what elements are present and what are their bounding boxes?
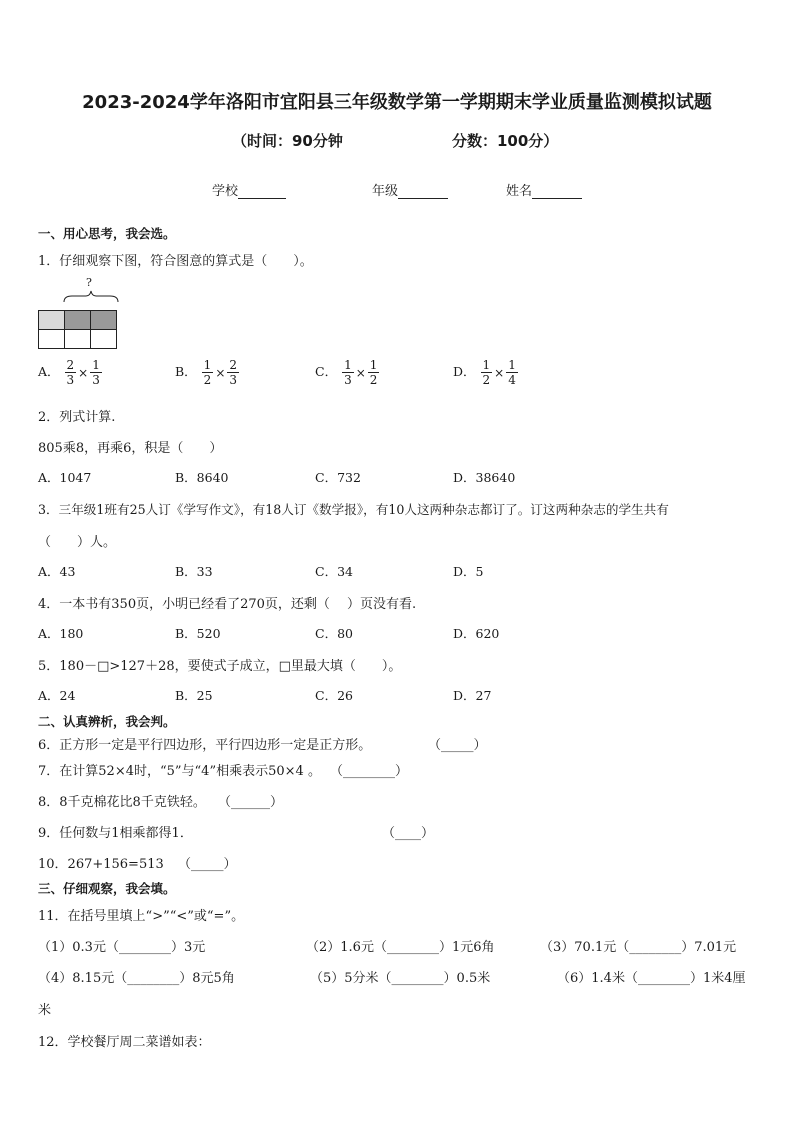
school-label: 学校 xyxy=(212,184,239,199)
brace-label: ? xyxy=(86,276,92,289)
judge-item-9: 9．任何数与1相乘都得1． xyxy=(38,826,193,841)
grade-blank[interactable] xyxy=(398,184,448,199)
judge-answer-7[interactable]: （________） xyxy=(330,764,409,779)
grade-label: 年级 xyxy=(372,184,399,199)
q1-option-c[interactable]: C． $\frac{1}{3}$ × $\frac{1}{2}$ xyxy=(315,358,378,387)
judge-answer-6[interactable]: （_____） xyxy=(428,738,487,753)
q5-option-d[interactable]: D．27 xyxy=(453,688,492,703)
fraction: $\frac{1}{4}$ xyxy=(508,358,516,387)
school-blank[interactable] xyxy=(238,184,286,199)
fraction: $\frac{1}{2}$ xyxy=(482,358,491,387)
question-11-text: 11．在括号里填上“>”“<”或“=”。 xyxy=(38,909,245,924)
name-field[interactable] xyxy=(506,180,582,199)
q4-option-b[interactable]: B．520 xyxy=(175,626,221,641)
judge-item-8: 8．8千克棉花比8千克铁轻。 xyxy=(38,795,206,810)
q1-option-d[interactable]: D． $\frac{1}{2}$ × $\frac{1}{4}$ xyxy=(453,358,516,387)
question-3-text: 3．三年级1班有25人订《学写作文》，有18人订《数学报》，有10人这两种杂志都订了。订这两种杂志的学生共有 xyxy=(38,502,669,517)
question-2-sub: 805乘8，再乘6，积是（ ） xyxy=(38,441,223,456)
q5-option-a[interactable]: A．24 xyxy=(38,688,76,703)
diagram-cell xyxy=(91,311,117,330)
q3-option-c[interactable]: C．34 xyxy=(315,564,353,579)
q11-item-2[interactable]: （2）1.6元（________）1元6角 xyxy=(306,940,495,955)
fraction: $\frac{1}{2}$ xyxy=(369,358,378,387)
fraction-diagram xyxy=(38,310,117,349)
q11-item-6[interactable]: （6）1.4米（________）1米4厘 xyxy=(557,971,746,986)
page-title: 2023-2024学年洛阳市宜阳县三年级数学第一学期期末学业质量监测模拟试题 xyxy=(82,92,712,113)
q3-option-a[interactable]: A．43 xyxy=(38,564,76,579)
grade-field[interactable] xyxy=(372,180,448,199)
name-label: 姓名 xyxy=(506,184,533,199)
section-3-heading: 三、仔细观察，我会填。 xyxy=(38,881,176,896)
fraction: $\frac{2}{3}$ xyxy=(229,358,238,387)
question-5-text: 5．180－□>127＋28，要使式子成立，□里最大填（ ）。 xyxy=(38,659,402,674)
q4-option-a[interactable]: A．180 xyxy=(38,626,84,641)
diagram-cell xyxy=(65,330,91,349)
q2-option-c[interactable]: C．732 xyxy=(315,470,361,485)
question-12-text: 12．学校餐厅周二菜谱如表： xyxy=(38,1035,211,1050)
q2-option-d[interactable]: D．38640 xyxy=(453,470,516,485)
judge-item-6: 6．正方形一定是平行四边形，平行四边形一定是正方形。 xyxy=(38,738,372,753)
school-field[interactable] xyxy=(212,180,286,199)
q3-option-b[interactable]: B．33 xyxy=(175,564,213,579)
diagram-cell xyxy=(39,330,65,349)
exam-score: 分数：100分） xyxy=(452,132,559,150)
judge-item-7: 7．在计算52×4时，“5”与“4”相乘表示50×4 。 xyxy=(38,764,321,779)
q1-option-b[interactable]: B． $\frac{1}{2}$ × $\frac{2}{3}$ xyxy=(175,358,238,387)
q11-item-6-wrap: 米 xyxy=(38,1003,52,1018)
q11-item-4[interactable]: （4）8.15元（________）8元5角 xyxy=(38,971,235,986)
question-2-text: 2．列式计算. xyxy=(38,410,116,425)
q2-option-b[interactable]: B．8640 xyxy=(175,470,229,485)
fraction: $\frac{2}{3}$ xyxy=(66,358,75,387)
judge-answer-9[interactable]: （____） xyxy=(382,826,435,841)
fraction: $\frac{1}{3}$ xyxy=(92,358,100,387)
judge-item-10: 10．267+156=513 xyxy=(38,857,164,872)
q11-item-3[interactable]: （3）70.1元（________）7.01元 xyxy=(540,940,737,955)
q1-option-a[interactable]: A． $\frac{2}{3}$ × $\frac{1}{3}$ xyxy=(38,358,100,387)
brace-icon xyxy=(60,290,122,304)
q5-option-c[interactable]: C．26 xyxy=(315,688,353,703)
section-1-heading: 一、用心思考，我会选。 xyxy=(38,226,176,241)
fraction: $\frac{1}{3}$ xyxy=(344,358,352,387)
question-1-text: 1．仔细观察下图，符合图意的算式是（ ）。 xyxy=(38,254,313,269)
question-3-text-cont: （ ）人。 xyxy=(38,535,117,550)
q11-item-5[interactable]: （5）5分米（________）0.5米 xyxy=(310,971,491,986)
judge-answer-8[interactable]: （______） xyxy=(218,795,284,810)
diagram-cell xyxy=(91,330,117,349)
q5-option-b[interactable]: B．25 xyxy=(175,688,213,703)
question-4-text: 4．一本书有350页，小明已经看了270页，还剩（ ）页没有看. xyxy=(38,597,417,612)
q3-option-d[interactable]: D．5 xyxy=(453,564,484,579)
fraction: $\frac{1}{2}$ xyxy=(203,358,212,387)
diagram-cell xyxy=(39,311,65,330)
section-2-heading: 二、认真辨析，我会判。 xyxy=(38,714,176,729)
q4-option-d[interactable]: D．620 xyxy=(453,626,500,641)
q2-option-a[interactable]: A．1047 xyxy=(38,470,92,485)
diagram-cell xyxy=(65,311,91,330)
name-blank[interactable] xyxy=(532,184,582,199)
q4-option-c[interactable]: C．80 xyxy=(315,626,353,641)
exam-time: （时间：90分钟 xyxy=(232,132,343,150)
judge-answer-10[interactable]: （_____） xyxy=(178,857,237,872)
q11-item-1[interactable]: （1）0.3元（________）3元 xyxy=(38,940,206,955)
